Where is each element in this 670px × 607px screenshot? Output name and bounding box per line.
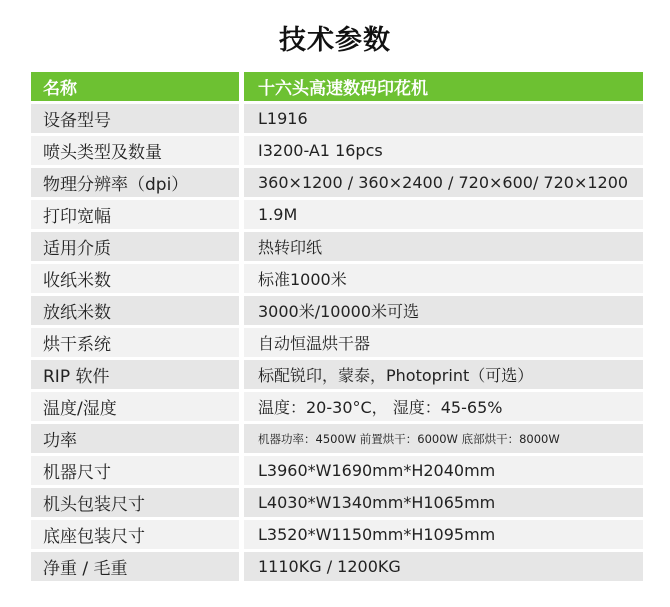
- table-row: [31, 136, 643, 165]
- table-row: [31, 392, 643, 421]
- row-value: 自动恒温烘干器: [244, 328, 643, 357]
- row-value: 机器功率：4500W 前置烘干：6000W 底部烘干：8000W: [244, 424, 643, 453]
- table-row: [31, 488, 643, 517]
- row-label: 适用介质: [31, 232, 239, 261]
- row-value: L4030*W1340mm*H1065mm: [244, 488, 643, 517]
- row-value: 360×1200 / 360×2400 / 720×600/ 720×1200: [244, 168, 643, 197]
- table-row: [31, 232, 643, 261]
- row-value: 标配锐印，蒙泰，Photoprint（可选）: [244, 360, 643, 389]
- row-label: 功率: [31, 424, 239, 453]
- row-value: 标准1000米: [244, 264, 643, 293]
- row-value: L3520*W1150mm*H1095mm: [244, 520, 643, 549]
- row-label: 净重 / 毛重: [31, 552, 239, 581]
- table-row: [31, 360, 643, 389]
- row-label: 喷头类型及数量: [31, 136, 239, 165]
- row-label: 温度/湿度: [31, 392, 239, 421]
- table-row: [31, 520, 643, 549]
- table-row: [31, 552, 643, 581]
- table-row: [31, 200, 643, 229]
- row-value: 温度：20-30°C， 湿度：45-65%: [244, 392, 643, 421]
- header-value-cell: 十六头高速数码印花机: [244, 72, 643, 101]
- table-row: [31, 168, 643, 197]
- table-header-row: [31, 72, 643, 101]
- row-label: RIP 软件: [31, 360, 239, 389]
- row-value: 热转印纸: [244, 232, 643, 261]
- row-label: 机头包装尺寸: [31, 488, 239, 517]
- table-row: [31, 328, 643, 357]
- header-label-cell: 名称: [31, 72, 239, 101]
- row-label: 打印宽幅: [31, 200, 239, 229]
- table-row: [31, 296, 643, 325]
- table-row: [31, 456, 643, 485]
- row-value: 3000米/10000米可选: [244, 296, 643, 325]
- row-label: 放纸米数: [31, 296, 239, 325]
- row-label: 收纸米数: [31, 264, 239, 293]
- spec-table: [31, 72, 643, 584]
- table-row: [31, 104, 643, 133]
- row-label: 底座包装尺寸: [31, 520, 239, 549]
- row-label: 物理分辨率（dpi）: [31, 168, 239, 197]
- table-row: [31, 264, 643, 293]
- table-row: [31, 424, 643, 453]
- row-label: 烘干系统: [31, 328, 239, 357]
- row-label: 设备型号: [31, 104, 239, 133]
- row-value: I3200-A1 16pcs: [244, 136, 643, 165]
- page-title: 技术参数: [279, 25, 391, 56]
- row-value: L1916: [244, 104, 643, 133]
- row-value: 1.9M: [244, 200, 643, 229]
- row-label: 机器尺寸: [31, 456, 239, 485]
- row-value: L3960*W1690mm*H2040mm: [244, 456, 643, 485]
- row-value: 1110KG / 1200KG: [244, 552, 643, 581]
